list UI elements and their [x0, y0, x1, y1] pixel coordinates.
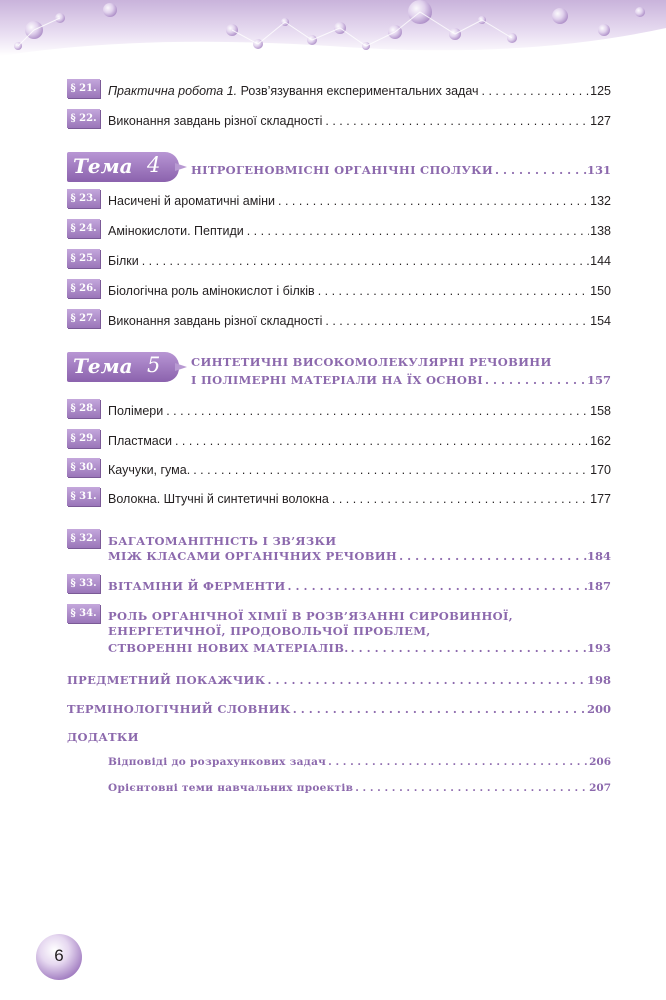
entry-title: Пластмаси: [108, 434, 172, 448]
toc-entry-28[interactable]: [67, 398, 611, 418]
section-badge: § 22.: [67, 109, 100, 128]
tema-heading-line1: СИНТЕТИЧНІ ВИСОКОМОЛЕКУЛЯРНІ РЕЧОВИНИ: [191, 355, 552, 369]
entry-heading-line2: МІЖ КЛАСАМИ ОРГАНІЧНИХ РЕЧОВИН: [108, 549, 398, 563]
glossary-page: 200: [586, 702, 611, 716]
entry-heading-line1: БАГАТОМАНІТНІСТЬ І ЗВ’ЯЗКИ: [108, 534, 337, 548]
entry-title-italic: Практична робота 1.: [108, 84, 238, 98]
leader-dots: [349, 641, 587, 655]
entry-page: 193: [586, 641, 611, 655]
leader-dots: [244, 224, 589, 238]
entry-page: 125: [590, 84, 611, 98]
section-badge: § 31.: [67, 487, 100, 506]
section-badge: § 25.: [67, 249, 100, 268]
entry-page: 144: [590, 254, 611, 268]
toc-entry-31[interactable]: [67, 486, 611, 506]
entry-page: 132: [590, 194, 611, 208]
entry-page: 170: [590, 463, 611, 477]
leader-dots: [329, 492, 589, 506]
tema-number: 5: [147, 353, 161, 377]
section-badge: § 27.: [67, 309, 100, 328]
tema-heading: НІТРОГЕНОВМІСНІ ОРГАНІЧНІ СПОЛУКИ: [191, 163, 494, 177]
toc-appendix-item-2[interactable]: [108, 776, 611, 794]
leader-dots: [397, 549, 587, 563]
leader-dots: [483, 373, 587, 387]
toc-index[interactable]: [67, 667, 611, 687]
toc-entry-33[interactable]: [67, 573, 611, 593]
tema-word: Тема: [73, 154, 133, 178]
entry-title: Білки: [108, 254, 139, 268]
leader-dots: [353, 782, 589, 794]
arrow-icon: [175, 363, 187, 371]
leader-dots: [286, 579, 587, 593]
entry-title: Виконання завдань різної складності: [108, 314, 323, 328]
entry-page: 187: [586, 579, 611, 593]
leader-dots: [190, 463, 589, 477]
entry-title: Волокна. Штучні й синтетичні волокна: [108, 492, 329, 506]
leader-dots: [493, 163, 587, 177]
tema-heading-line2-row: [191, 369, 611, 387]
toc-entry-34-line2: [108, 620, 611, 638]
toc-entry-21[interactable]: [67, 78, 611, 98]
toc-entry-30[interactable]: [67, 457, 611, 477]
tema-5-banner[interactable]: [67, 352, 611, 387]
tema-word: Тема: [73, 354, 133, 378]
glossary-title: ТЕРМІНОЛОГІЧНИЙ СЛОВНИК: [67, 702, 291, 716]
leader-dots: [139, 254, 589, 268]
leader-dots: [322, 314, 589, 328]
toc-entry-29[interactable]: [67, 428, 611, 448]
leader-dots: [172, 434, 589, 448]
leader-dots: [163, 404, 589, 418]
toc-entry-23[interactable]: [67, 188, 611, 208]
toc-entry-27[interactable]: [67, 308, 611, 328]
appendix-item-title: Відповіді до розрахункових задач: [108, 756, 327, 768]
tema-4-banner[interactable]: [67, 152, 611, 182]
tema-page: 157: [586, 373, 611, 387]
entry-title: Виконання завдань різної складності: [108, 114, 323, 128]
tema-label: [67, 152, 179, 182]
section-badge: § 26.: [67, 279, 100, 298]
toc-glossary[interactable]: [67, 696, 611, 716]
entry-heading-line1: РОЛЬ ОРГАНІЧНОЇ ХІМІЇ В РОЗВ’ЯЗАННІ СИРОВИННОЇ,: [108, 609, 513, 623]
toc-appendix-item-1[interactable]: [108, 750, 611, 768]
entry-title: [108, 84, 479, 98]
section-badge: § 23.: [67, 189, 100, 208]
leader-dots: [479, 84, 589, 98]
leader-dots: [326, 756, 589, 768]
leader-dots: [322, 114, 589, 128]
section-badge: § 33.: [67, 574, 100, 593]
toc-entry-34-line3[interactable]: [108, 637, 611, 655]
toc-entry-22[interactable]: [67, 108, 611, 128]
entry-title: Насичені й ароматичні аміни: [108, 194, 275, 208]
section-badge: § 30.: [67, 458, 100, 477]
toc-entry-26[interactable]: [67, 278, 611, 298]
section-badge: § 34.: [67, 604, 100, 623]
entry-page: 177: [590, 492, 611, 506]
toc-appendix: [67, 724, 611, 744]
section-badge: § 32.: [67, 529, 100, 548]
entry-page: 158: [590, 404, 611, 418]
tema-heading-line1-row: [191, 353, 611, 369]
header-banner-decoration: [0, 0, 666, 60]
page-number: 6: [54, 946, 64, 965]
toc-entry-32-line2[interactable]: [108, 545, 611, 563]
entry-page: 154: [590, 314, 611, 328]
index-page: 198: [586, 673, 611, 687]
entry-title: Амінокислоти. Пептиди: [108, 224, 244, 238]
entry-page: 184: [586, 549, 611, 563]
entry-title: Каучуки, гума.: [108, 463, 191, 477]
appendix-title: ДОДАТКИ: [67, 730, 139, 744]
section-badge: § 28.: [67, 399, 100, 418]
entry-heading-line3: СТВОРЕННІ НОВИХ МАТЕРІАЛІВ.: [108, 641, 349, 655]
entry-page: 127: [590, 114, 611, 128]
entry-title-rest: Розв’язування експериментальних задач: [237, 84, 479, 98]
leader-dots: [275, 194, 589, 208]
section-badge: § 21.: [67, 79, 100, 98]
appendix-item-page: 206: [589, 756, 611, 768]
leader-dots: [315, 284, 589, 298]
toc-entry-25[interactable]: [67, 248, 611, 268]
entry-title: Полімери: [108, 404, 164, 418]
leader-dots: [265, 673, 587, 687]
leader-dots: [291, 702, 587, 716]
section-badge: § 24.: [67, 219, 100, 238]
tema-number: 4: [147, 153, 161, 177]
entry-title: Біологічна роль амінокислот і білків: [108, 284, 315, 298]
tema-label: [67, 352, 179, 382]
index-title: ПРЕДМЕТНИЙ ПОКАЖЧИК: [67, 673, 266, 687]
toc-entry-24[interactable]: [67, 218, 611, 238]
appendix-item-page: 207: [589, 782, 611, 794]
arrow-icon: [175, 163, 187, 171]
entry-heading-line2: ЕНЕРГЕТИЧНОЇ, ПРОДОВОЛЬЧОЇ ПРОБЛЕМ,: [108, 624, 431, 638]
entry-page: 162: [590, 434, 611, 448]
tema-heading-line2: І ПОЛІМЕРНІ МАТЕРІАЛИ НА ЇХ ОСНОВІ: [191, 373, 483, 387]
section-badge: § 29.: [67, 429, 100, 448]
tema-heading-row: [191, 157, 611, 177]
tema-page: 131: [586, 163, 611, 177]
appendix-item-title: Орієнтовні теми навчальних проектів: [108, 782, 354, 794]
entry-page: 150: [590, 284, 611, 298]
entry-heading: ВІТАМІНИ Й ФЕРМЕНТИ: [108, 579, 286, 593]
entry-page: 138: [590, 224, 611, 238]
